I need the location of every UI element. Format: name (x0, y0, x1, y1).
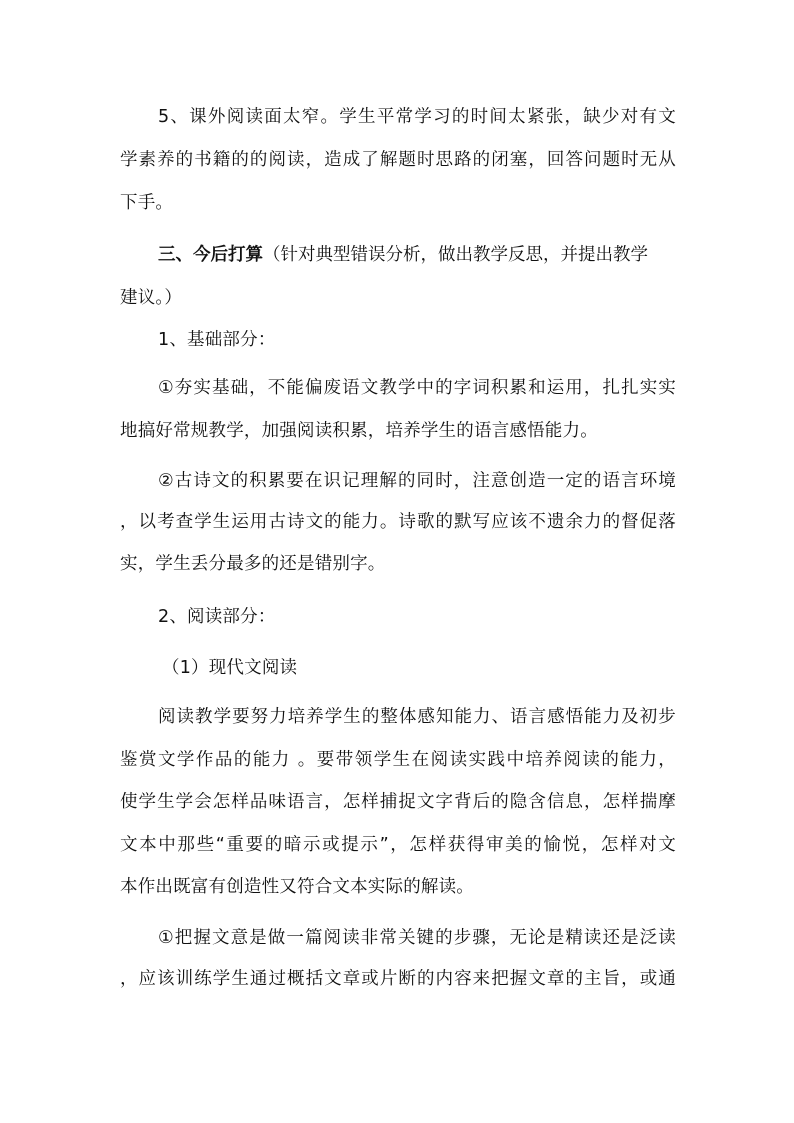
reading-para-line-1: 阅读教学要努力培养学生的整体感知能力、语言感悟能力及初步 (158, 707, 676, 727)
reading-part-title: 2、阅读部分： (158, 607, 276, 627)
reading-part-subtitle: （1）现代文阅读 (162, 658, 298, 678)
basic-item-2-line-3: 实，学生丢分最多的还是错别字。 (120, 554, 386, 574)
reading-para-line-4: 文本中那些“重要的暗示或提示”，怎样获得审美的愉悦，怎样对文 (120, 835, 676, 855)
reading-item-1-line-2: ，应该训练学生通过概括文章或片断的内容来把握文章的主旨，或通 (120, 969, 676, 989)
paragraph-5-line-2: 学素养的书籍的的阅读，造成了解题时思路的闭塞，回答问题时无从 (120, 150, 676, 170)
basic-item-2-line-1: ②古诗文的积累要在识记理解的同时，注意创造一定的语言环境 (158, 471, 676, 491)
basic-item-1-line-2: 地搞好常规教学，加强阅读积累，培养学生的语言感悟能力。 (120, 421, 598, 441)
reading-item-1-line-1: ①把握文意是做一篇阅读非常关键的步骤，无论是精读还是泛读 (158, 928, 676, 948)
basic-item-1-line-1: ①夯实基础，不能偏废语文教学中的字词积累和运用，扎扎实实 (158, 378, 676, 398)
reading-para-line-5: 本作出既富有创造性又符合文本实际的解读。 (120, 877, 474, 897)
basic-part-title: 1、基础部分： (158, 330, 276, 350)
section-3-heading-line-2: 建议。） (120, 288, 183, 308)
section-3-heading-bold: 三、今后打算 (158, 245, 263, 265)
reading-para-line-2: 鉴赏文学作品的能力 。要带领学生在阅读实践中培养阅读的能力， (120, 750, 676, 770)
section-3-heading-rest: （针对典型错误分析，做出教学反思，并提出教学 (263, 245, 648, 265)
paragraph-5-line-3: 下手。 (120, 193, 174, 213)
paragraph-5-line-1: 5、课外阅读面太窄。学生平常学习的时间太紧张，缺少对有文 (158, 107, 676, 127)
section-3-heading (158, 241, 676, 266)
basic-item-2-line-2: ，以考查学生运用古诗文的能力。诗歌的默写应该不遗余力的督促落 (120, 512, 676, 532)
reading-para-line-3: 使学生学会怎样品味语言，怎样捕捉文字背后的隐含信息，怎样揣摩 (120, 792, 676, 812)
